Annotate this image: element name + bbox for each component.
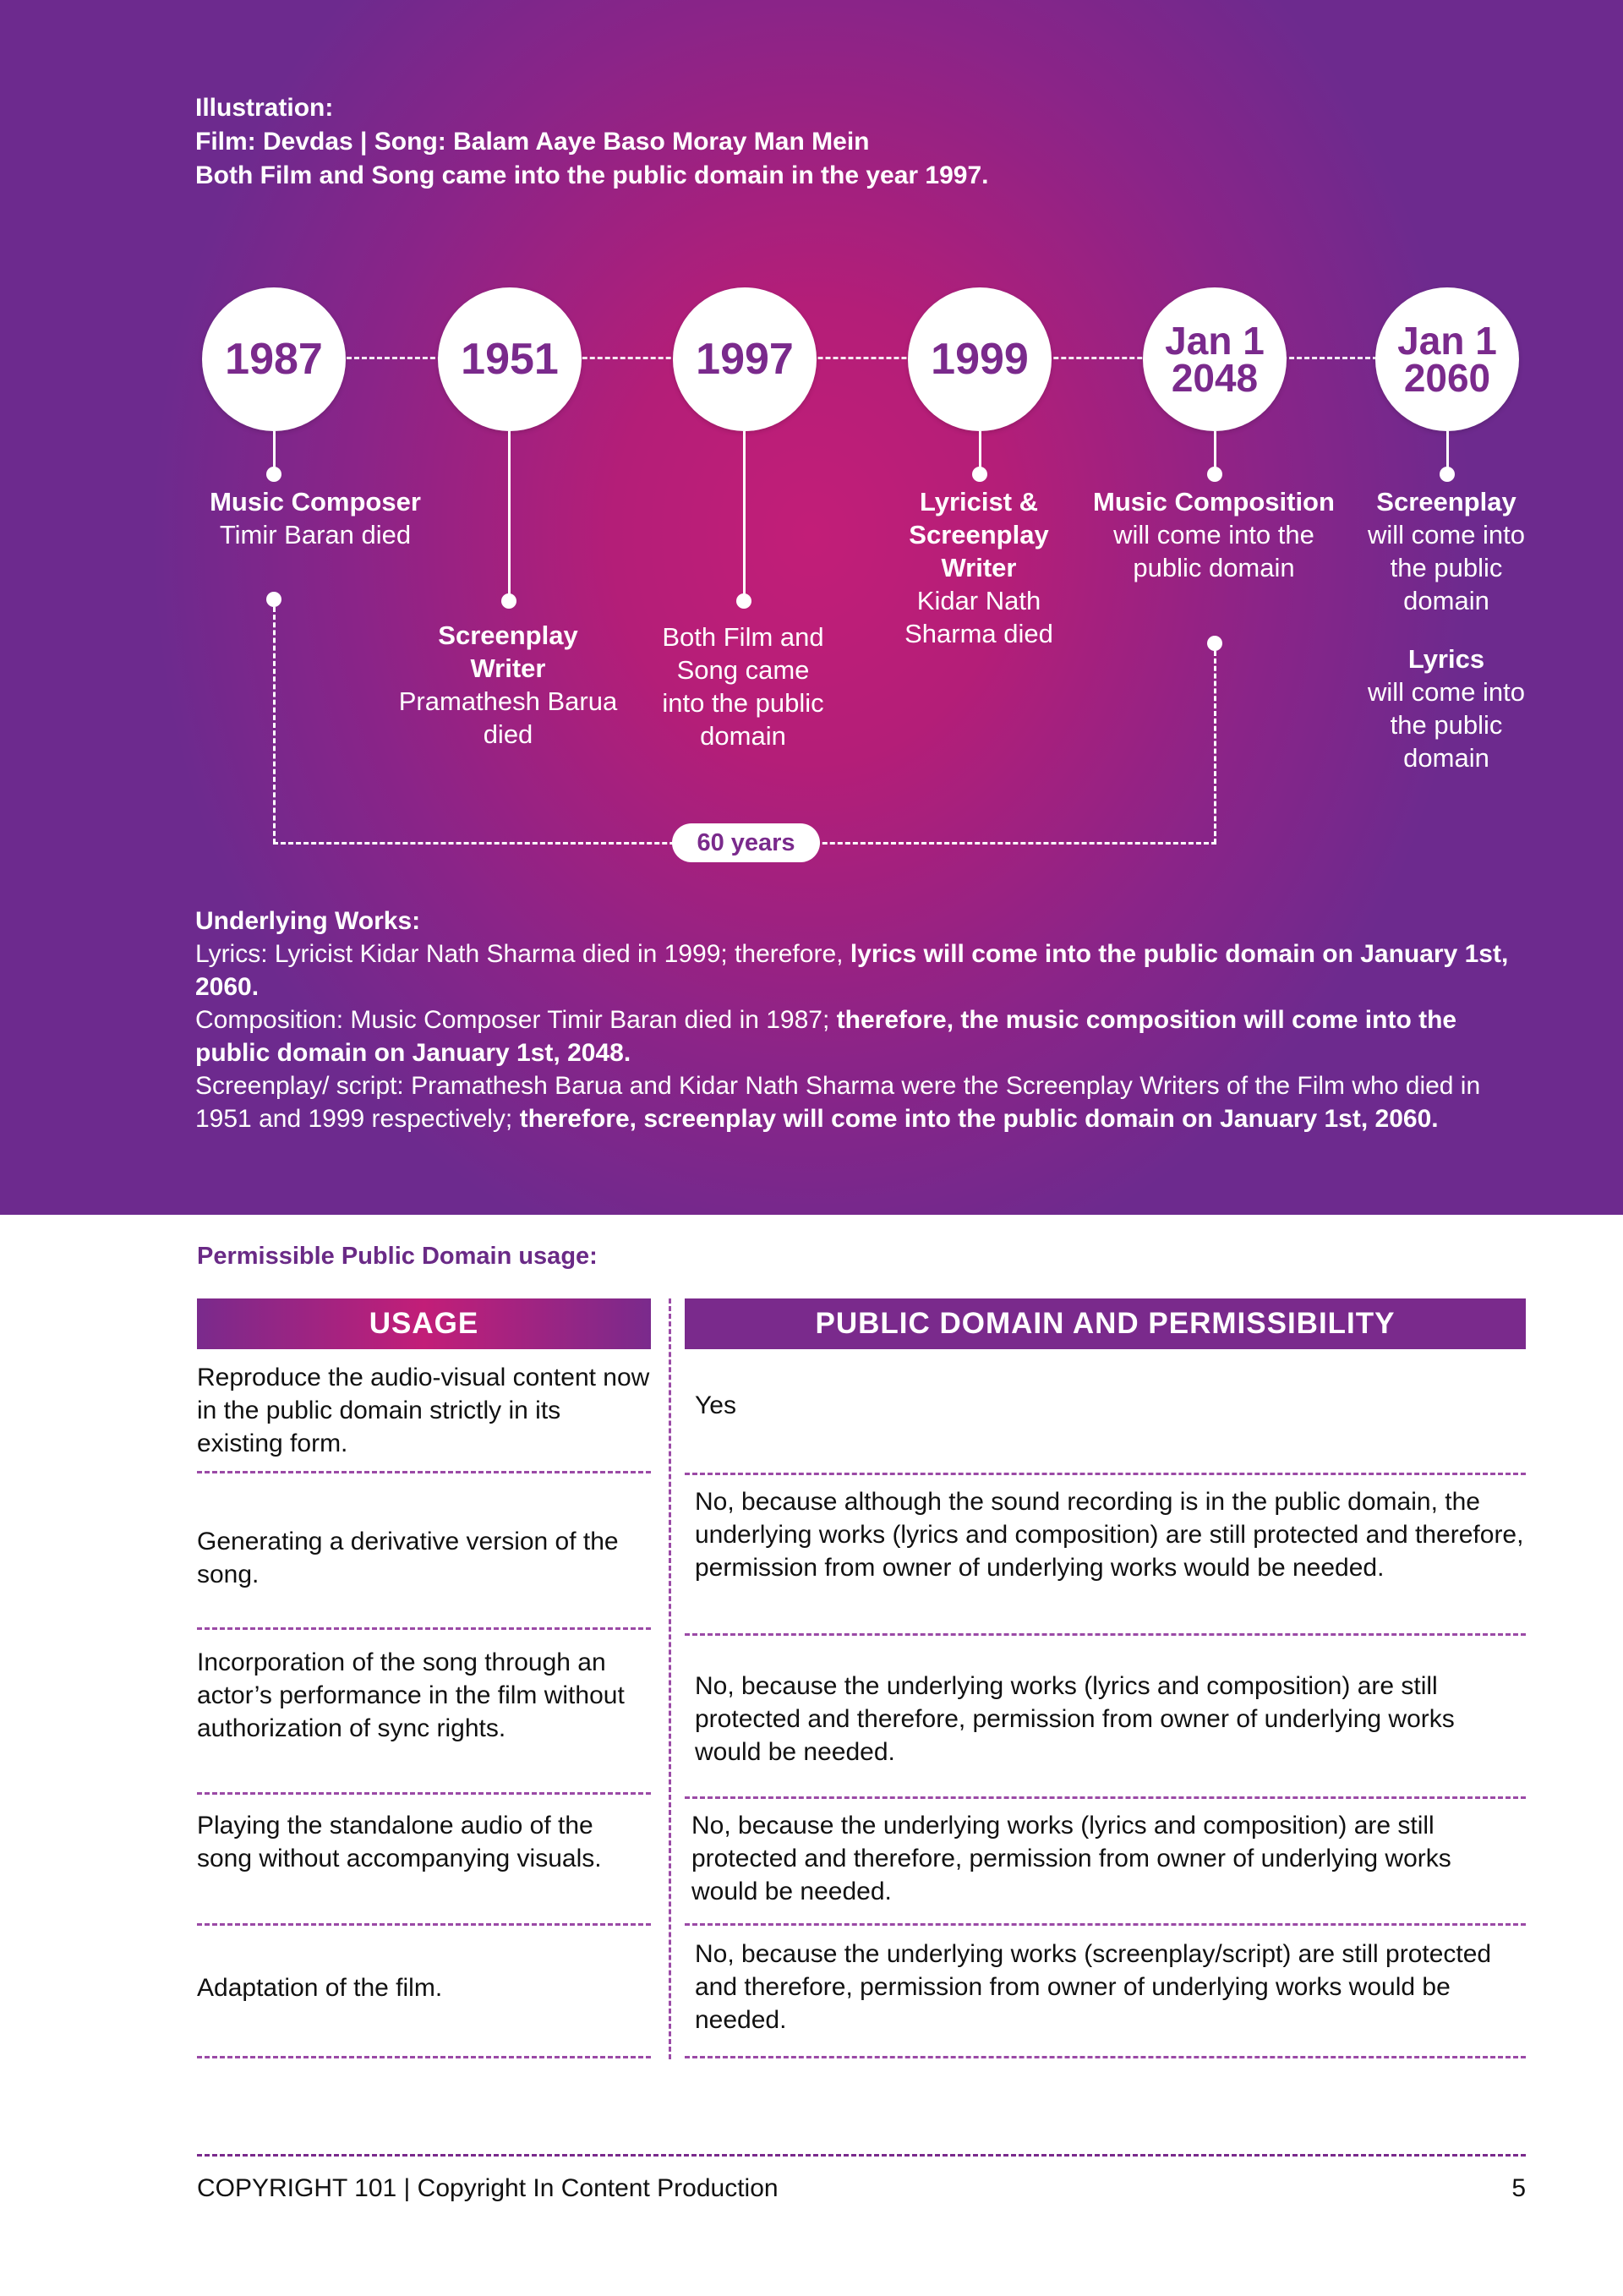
intro-film-song: Film: Devdas | Song: Balam Aaye Baso Moray Man Mein bbox=[195, 128, 870, 156]
row-divider bbox=[685, 1923, 1526, 1926]
bracket-right bbox=[1214, 651, 1216, 844]
row1-usage: Reproduce the audio-visual content now in the public domain strictly in its existing form. bbox=[197, 1364, 650, 1457]
footer-divider bbox=[197, 2154, 1526, 2157]
footer-title: COPYRIGHT 101 | Copyright In Content Production bbox=[197, 2174, 779, 2202]
row2-perm: No, because although the sound recording is in the public domain, the underlying works (lyrics and composition) are still protected and therefore, permission from owner of underlying works would be needed. bbox=[695, 1488, 1524, 1582]
bracket-end-dot bbox=[1207, 636, 1222, 651]
stem-1951 bbox=[508, 431, 511, 600]
sixty-years-badge: 60 years bbox=[672, 823, 820, 862]
row4-usage: Playing the standalone audio of the song without accompanying visuals. bbox=[197, 1812, 602, 1872]
label-2048: Music Composition will come into the public domain bbox=[1093, 487, 1335, 582]
row-divider bbox=[685, 2056, 1526, 2058]
row-divider bbox=[685, 1473, 1526, 1475]
label-1997: Both Film and Song came into the public domain bbox=[662, 622, 824, 751]
bracket-left bbox=[273, 607, 276, 844]
row-divider bbox=[685, 1796, 1526, 1799]
node-date: Jan 1 2060 bbox=[1397, 319, 1497, 400]
label-1951: Screenplay Writer Pramathesh Barua died bbox=[398, 620, 618, 749]
dot-1951 bbox=[501, 593, 516, 609]
row-divider bbox=[197, 1792, 651, 1795]
row4-perm: No, because the underlying works (lyrics and composition) are still protected and therefore, permission from owner of underlying works would be needed. bbox=[691, 1812, 1451, 1905]
timeline-node-1951 bbox=[438, 287, 582, 431]
timeline-node-1997 bbox=[673, 287, 817, 431]
dot-1999 bbox=[972, 467, 987, 482]
dot-1987 bbox=[266, 467, 281, 482]
row-divider bbox=[197, 1923, 651, 1926]
stem-1987 bbox=[273, 431, 276, 472]
timeline-node-1999 bbox=[908, 287, 1052, 431]
timeline-node-1987 bbox=[202, 287, 346, 431]
node-year: 1999 bbox=[931, 335, 1029, 384]
dot-2048 bbox=[1207, 467, 1222, 482]
header-usage: USAGE bbox=[197, 1298, 651, 1349]
row-divider bbox=[197, 2056, 651, 2058]
row1-perm: Yes bbox=[695, 1391, 736, 1419]
underlying-lyrics: Lyrics: Lyricist Kidar Nath Sharma died in 1999; therefore, lyrics will come into the public domain on January 1st, 2060. bbox=[195, 940, 1509, 1001]
row5-usage: Adaptation of the film. bbox=[197, 1974, 443, 2002]
timeline-node-2060 bbox=[1375, 287, 1519, 431]
node-year: 1997 bbox=[696, 335, 794, 384]
row3-usage: Incorporation of the song through an actor’s performance in the film without authorization of sync rights. bbox=[197, 1648, 625, 1742]
node-date: Jan 1 2048 bbox=[1165, 319, 1265, 400]
stem-2060 bbox=[1446, 431, 1449, 472]
dot-2060 bbox=[1440, 467, 1455, 482]
intro-summary: Both Film and Song came into the public domain in the year 1997. bbox=[195, 161, 989, 189]
node-year: 1987 bbox=[225, 335, 323, 384]
node-year: 1951 bbox=[461, 335, 559, 384]
stem-2048 bbox=[1214, 431, 1216, 472]
header-permissibility: PUBLIC DOMAIN AND PERMISSIBILITY bbox=[685, 1298, 1526, 1349]
label-1987: Music Composer Timir Baran died bbox=[210, 487, 421, 549]
row5-perm: No, because the underlying works (screenplay/script) are still protected and therefore, permission from owner of underlying works would be needed. bbox=[695, 1940, 1492, 2034]
row-divider bbox=[197, 1471, 651, 1473]
stem-1999 bbox=[979, 431, 981, 472]
label-2060: Screenplay will come into the public domain Lyrics will come into the public domain bbox=[1367, 487, 1526, 773]
bracket-start-dot bbox=[266, 592, 281, 607]
row3-perm: No, because the underlying works (lyrics and composition) are still protected and therefore, permission from owner of underlying works would be needed. bbox=[695, 1672, 1455, 1766]
underlying-works bbox=[195, 905, 1531, 1135]
column-divider bbox=[669, 1298, 671, 2059]
illustration-intro bbox=[195, 91, 988, 193]
dot-1997 bbox=[736, 593, 751, 609]
row-divider bbox=[197, 1627, 651, 1630]
row-divider bbox=[685, 1633, 1526, 1636]
intro-label: Illustration: bbox=[195, 94, 334, 122]
underlying-composition: Composition: Music Composer Timir Baran died in 1987; therefore, the music composition will come into the public domain on January 1st, 2048. bbox=[195, 1006, 1457, 1067]
page-number: 5 bbox=[1511, 2174, 1526, 2202]
stem-1997 bbox=[743, 431, 746, 600]
underlying-title: Underlying Works: bbox=[195, 907, 421, 935]
label-1999: Lyricist & Screenplay Writer Kidar Nath Sharma died bbox=[904, 487, 1053, 648]
underlying-screenplay: Screenplay/ script: Pramathesh Barua and Kidar Nath Sharma were the Screenplay Writers of the Film who died in 1951 and 1999 respectively; therefore, screenplay will come into the public domain on January 1st, 2060. bbox=[195, 1072, 1481, 1133]
row2-usage: Generating a derivative version of the song. bbox=[197, 1528, 619, 1588]
timeline-node-2048 bbox=[1143, 287, 1287, 431]
table-title: Permissible Public Domain usage: bbox=[197, 1243, 598, 1270]
